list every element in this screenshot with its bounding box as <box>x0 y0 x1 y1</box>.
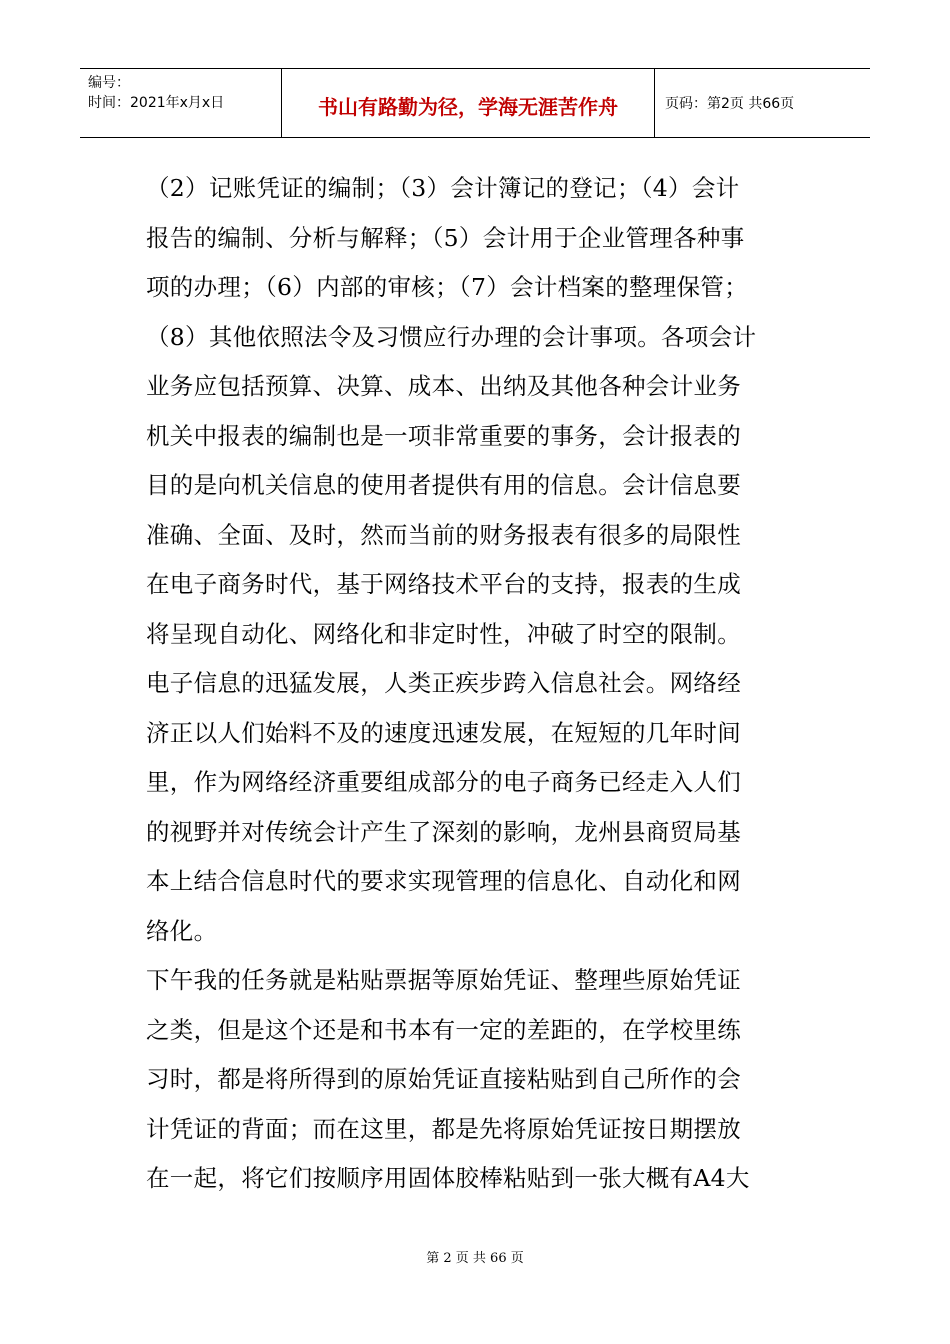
body-text-line: 计凭证的背面；而在这里，都是先将原始凭证按日期摆放 <box>146 1114 741 1143</box>
body-text-line: 本上结合信息时代的要求实现管理的信息化、自动化和网 <box>146 867 741 895</box>
header-page-cell <box>655 69 870 137</box>
body-text-line: （8）其他依照法令及习惯应行办理的会计事项。各项会计 <box>146 322 757 351</box>
body-text-line: 里，作为网络经济重要组成部分的电子商务已经走入人们 <box>146 768 741 796</box>
body-text-line: 将呈现自动化、网络化和非定时性，冲破了时空的限制。 <box>146 619 741 648</box>
header-meta-cell <box>80 69 282 137</box>
body-text-line: 目的是向机关信息的使用者提供有用的信息。会计信息要 <box>146 471 741 499</box>
body-text-line: 电子信息的迅猛发展，人类正疾步跨入信息社会。网络经 <box>146 669 741 697</box>
document-number-label: 编号： <box>88 75 130 91</box>
body-text-line: 在电子商务时代，基于网络技术平台的支持，报表的生成 <box>146 570 741 598</box>
page-header <box>80 68 870 138</box>
header-page-info: 页码：第2页 共66页 <box>665 96 795 112</box>
document-time-label: 时间：2021年x月x日 <box>88 95 225 111</box>
body-text-line: 准确、全面、及时，然而当前的财务报表有很多的局限性 <box>146 520 741 549</box>
body-text-line: 下午我的任务就是粘贴票据等原始凭证、整理些原始凭证 <box>146 966 741 994</box>
body-text-line: 络化。 <box>146 916 218 945</box>
header-motto-cell <box>282 69 655 137</box>
body-text-line: 机关中报表的编制也是一项非常重要的事务，会计报表的 <box>146 421 741 450</box>
page-footer: 第 2 页 共 66 页 <box>426 1251 524 1266</box>
header-motto: 书山有路勤为径，学海无涯苦作舟 <box>318 95 618 119</box>
body-text-line: 报告的编制、分析与解释；（5）会计用于企业管理各种事 <box>146 223 745 252</box>
body-text-line: 之类，但是这个还是和书本有一定的差距的，在学校里练 <box>146 1015 741 1044</box>
body-text-line: 济正以人们始料不及的速度迅速发展，在短短的几年时间 <box>146 718 741 747</box>
body-text-line: 业务应包括预算、决算、成本、出纳及其他各种会计业务 <box>146 372 741 400</box>
body-text-line: 项的办理；（6）内部的审核；（7）会计档案的整理保管； <box>146 273 749 301</box>
body-text-line: 在一起，将它们按顺序用固体胶棒粘贴到一张大概有A4大 <box>146 1164 750 1192</box>
body-text-line: （2）记账凭证的编制；（3）会计簿记的登记；（4）会计 <box>146 174 740 202</box>
document-body <box>146 164 816 1204</box>
body-text-line: 习时，都是将所得到的原始凭证直接粘贴到自己所作的会 <box>146 1065 741 1093</box>
body-text-line: 的视野并对传统会计产生了深刻的影响，龙州县商贸局基 <box>146 817 741 846</box>
